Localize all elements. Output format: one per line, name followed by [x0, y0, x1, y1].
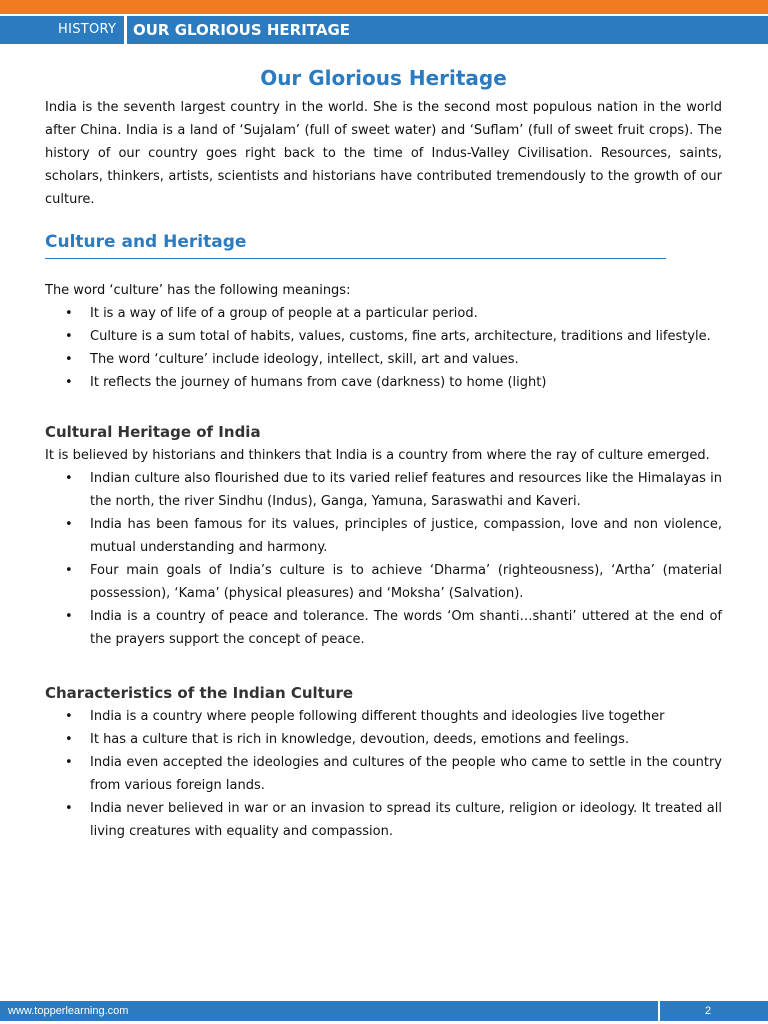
- culture-list: [45, 302, 722, 394]
- list-item-text: India is a country of peace and tolerance. The words ‘Om shanti…shanti’ uttered at the end of the prayers support the concept of peace.: [90, 609, 722, 647]
- bullet-icon: •: [65, 563, 73, 578]
- section-divider: [45, 258, 666, 259]
- section-heading-culture: Culture and Heritage: [45, 232, 247, 252]
- list-item-text: It is a way of life of a group of people at a particular period.: [90, 306, 478, 321]
- list-item: [45, 605, 722, 651]
- spacer: [45, 394, 722, 420]
- bullet-icon: •: [65, 517, 73, 532]
- list-item-text: The word ‘culture’ include ideology, intellect, skill, art and values.: [90, 352, 519, 367]
- bullet-icon: •: [65, 755, 73, 770]
- list-item: [45, 797, 722, 843]
- list-item: [45, 559, 722, 605]
- bullet-icon: •: [65, 375, 73, 390]
- list-item: [45, 728, 722, 751]
- top-accent-stripe: [0, 0, 768, 14]
- bullet-icon: •: [65, 732, 73, 747]
- spacer: [45, 651, 722, 681]
- list-item: [45, 467, 722, 513]
- bullet-icon: •: [65, 352, 73, 367]
- footer-website-link[interactable]: www.topperlearning.com: [8, 1005, 129, 1017]
- list-item-text: It reflects the journey of humans from cave (darkness) to home (light): [90, 375, 547, 390]
- list-item-text: Indian culture also flourished due to its varied relief features and resources like the Himalayas in the north, the river Sindhu (Indus), Ganga, Yamuna, Saraswathi and Kaveri.: [90, 471, 722, 509]
- bullet-icon: •: [65, 471, 73, 486]
- bullet-icon: •: [65, 801, 73, 816]
- list-item: [45, 325, 722, 348]
- cultural-heritage-lead: It is believed by historians and thinkers that India is a country from where the ray of culture emerged.: [45, 448, 710, 463]
- header-bar: [0, 16, 768, 44]
- bullet-icon: •: [65, 709, 73, 724]
- section-heading-characteristics: Characteristics of the Indian Culture: [45, 684, 354, 702]
- header-divider: [124, 16, 127, 44]
- list-item-text: It has a culture that is rich in knowledge, devoution, deeds, emotions and feelings.: [90, 732, 630, 747]
- bullet-icon: •: [65, 609, 73, 624]
- list-item: [45, 751, 722, 797]
- list-item-text: India is a country where people following different thoughts and ideologies live together: [90, 709, 665, 724]
- page-title: Our Glorious Heritage: [260, 66, 507, 90]
- bullet-icon: •: [65, 329, 73, 344]
- list-item: [45, 348, 722, 371]
- list-item: [45, 705, 722, 728]
- list-item-text: India has been famous for its values, principles of justice, compassion, love and non violence, mutual understanding and harmony.: [90, 517, 722, 555]
- list-item-text: India never believed in war or an invasion to spread its culture, religion or ideology. It treated all living creatures with equality and compassion.: [90, 801, 722, 839]
- cultural-heritage-list: [45, 467, 722, 651]
- list-item: [45, 371, 722, 394]
- header-title: OUR GLORIOUS HERITAGE: [133, 21, 351, 39]
- footer-divider: [658, 1001, 660, 1021]
- page-number: 2: [705, 1005, 712, 1017]
- footer-bar: [0, 1001, 768, 1021]
- header-subject: HISTORY: [58, 22, 117, 37]
- list-item: [45, 513, 722, 559]
- list-item-text: India even accepted the ideologies and cultures of the people who came to settle in the country from various foreign lands.: [90, 755, 722, 793]
- intro-paragraph: India is the seventh largest country in the world. She is the second most populous nation in the world after China. India is a land of ‘Sujalam’ (full of sweet water) and ‘Suflam’ (full of sweet fruit crops). The history of our country goes right back to the time of Indus-Valley Civilisation. Resources, saints, scholars, thinkers, artists, scientists and historians have contributed tremendously to the growth of our culture.: [45, 100, 722, 207]
- culture-lead: The word ‘culture’ has the following meanings:: [45, 283, 351, 298]
- bullet-icon: •: [65, 306, 73, 321]
- list-item: [45, 302, 722, 325]
- section-heading-cultural-heritage: Cultural Heritage of India: [45, 423, 261, 441]
- list-item-text: Four main goals of India’s culture is to achieve ‘Dharma’ (righteousness), ‘Artha’ (material possession), ‘Kama’ (physical pleasures) and ‘Moksha’ (Salvation).: [90, 563, 722, 601]
- list-item-text: Culture is a sum total of habits, values, customs, fine arts, architecture, traditions and lifestyle.: [90, 329, 711, 344]
- document-body: [45, 62, 722, 843]
- characteristics-list: [45, 705, 722, 843]
